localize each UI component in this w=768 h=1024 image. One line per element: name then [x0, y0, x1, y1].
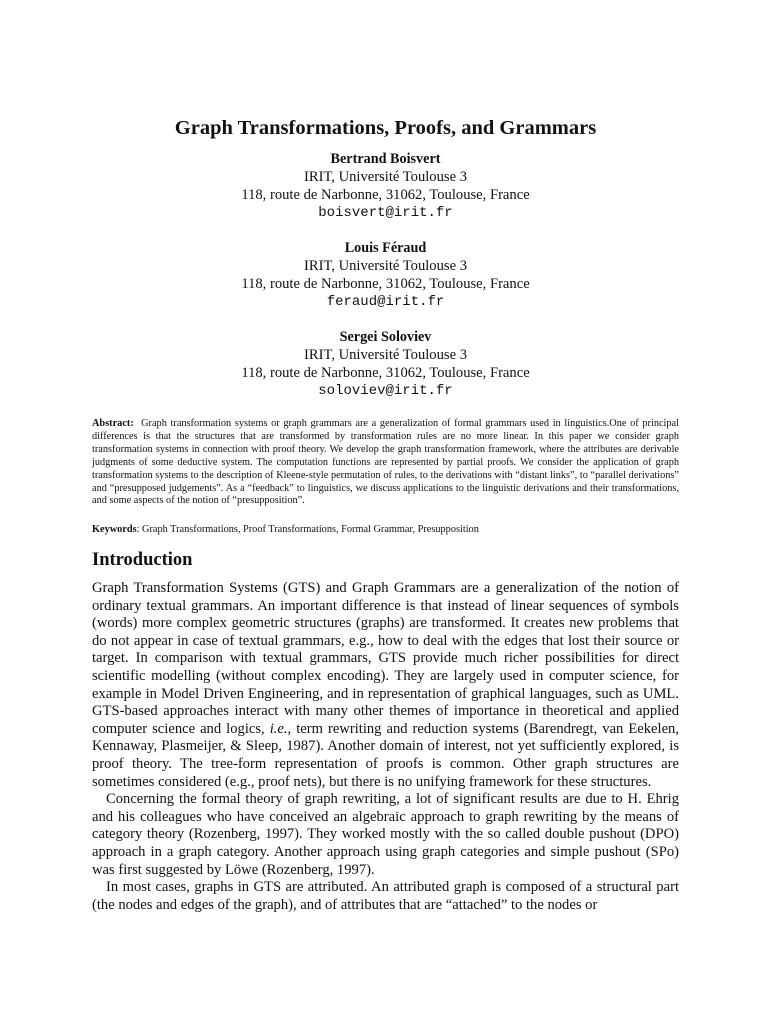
author-email: feraud@irit.fr [326, 294, 445, 310]
keywords-text: : Graph Transformations, Proof Transformations, Formal Grammar, Presupposition [136, 524, 479, 535]
author-address: 118, route de Narbonne, 31062, Toulouse, France [241, 365, 530, 381]
author-block [92, 239, 679, 311]
author-block [92, 328, 679, 400]
abstract-label: Abstract: [92, 418, 134, 429]
author-block [92, 150, 679, 222]
abstract [92, 418, 679, 508]
author-affiliation: IRIT, Université Toulouse 3 [304, 258, 467, 274]
author-address: 118, route de Narbonne, 31062, Toulouse, France [241, 276, 530, 292]
body-paragraph: Concerning the formal theory of graph rewriting, a lot of significant results are due to H. Ehrig and his colleagues who have conceived an algebraic approach to graph rewriting by the means of category theory (Rozenberg, 1997). They worked mostly with the so called double pushout (DPO) approach in a graph category. Another approach using graph categories and simple pushout (SPo) was first suggested by Löwe (Rozenberg, 1997). [92, 791, 679, 878]
author-name: Bertrand Boisvert [330, 151, 441, 167]
author-affiliation: IRIT, Université Toulouse 3 [304, 347, 467, 363]
paragraph-text: Graph Transformation Systems (GTS) and Graph Grammars are a generalization of the notion of ordinary textual grammars. An important difference is that instead of linear sequences of symbols (words) more complex geometric structures (graphs) are transformed. It creates new problems that do not appear in case of textual grammars, e.g., how to deal with the edges that lost their source or target. In comparison with textual grammars, GTS provide much richer possibilities for direct scientific modelling (without complex encoding). They are largely used in computer science, for example in Model Driven Engineering, and in representation of graphical languages, such as UML. GTS-based approaches interact with many other themes of importance in theoretical and applied computer science and logics, [92, 580, 679, 737]
body-paragraph [92, 580, 679, 791]
author-affiliation: IRIT, Université Toulouse 3 [304, 169, 467, 185]
section-body [92, 580, 679, 914]
paragraph-italic: i.e. [269, 720, 288, 737]
section-heading: Introduction [92, 550, 193, 570]
body-paragraph: In most cases, graphs in GTS are attributed. An attributed graph is composed of a structural part (the nodes and edges of the graph), and of attributes that are “attached” to the nodes or [92, 879, 679, 913]
paragraph-text: , term rewriting and reduction systems (Barendregt, van Eekelen, Kennaway, Plasmeijer, & Sleep, 1987). Another domain of interest, not yet sufficiently explored, is proof theory. The tree-form representation of proofs is common. Other graph structures are sometimes considered (e.g., proof nets), but there is no unifying framework for these structures. [92, 720, 680, 790]
author-address: 118, route de Narbonne, 31062, Toulouse, France [241, 187, 530, 203]
author-email: soloviev@irit.fr [318, 383, 453, 399]
keywords [92, 523, 679, 536]
paper-title: Graph Transformations, Proofs, and Grammars [174, 117, 597, 139]
author-name: Louis Féraud [344, 240, 427, 256]
author-name: Sergei Soloviev [339, 329, 432, 345]
abstract-text: Graph transformation systems or graph grammars are a generalization of formal grammars used in linguistics.One of principal differences is that the structures that are transformed by transformation rules are no more linear. In this paper we consider graph transformation systems in connection with proof theory. We develop the graph transformation framework, where the attributes are derivable judgments of some deductive system. The computation functions are represented by partial proofs. We consider the application of graph transformation systems to the description of Kleene-style permutation of rules, to the derivations with “distant links”, to “parallel derivations” and “presupposed judgements”. As a “feedback” to linguistics, we discuss applications to the linguistic derivations and their transformations, and some aspects of the notion of “presupposition”. [92, 418, 679, 507]
author-email: boisvert@irit.fr [318, 205, 453, 221]
keywords-label: Keywords [92, 524, 137, 535]
